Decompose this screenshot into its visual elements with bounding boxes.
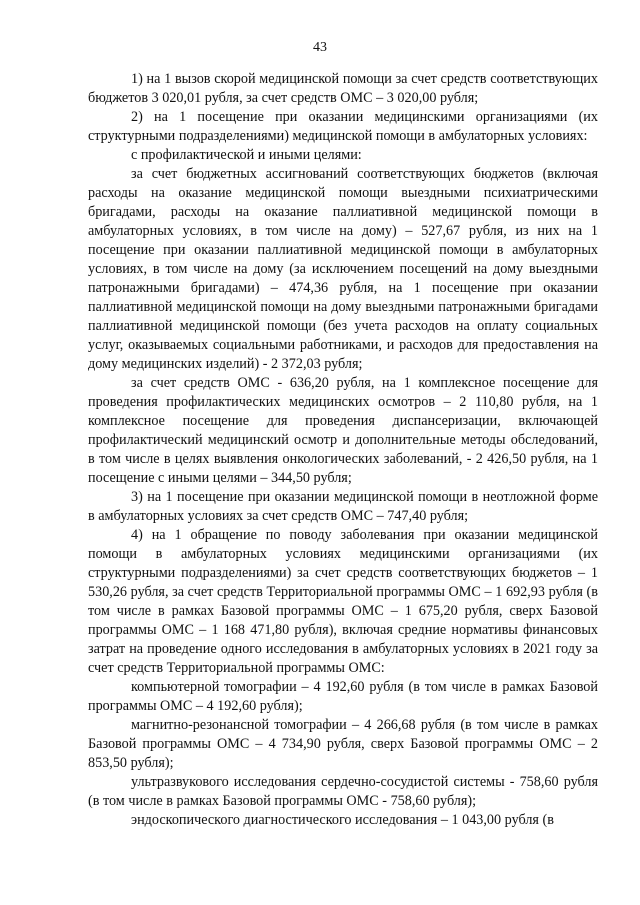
paragraph-oms-funds: за счет средств ОМС - 636,20 рубля, на 1 комплексное посещение для проведения профилактических медицинских осмотров – 2 110,80 рубля, на 1 комплексное посещение для проведения диспансеризации, включающей профилактический медицинский осмотр и дополнительные методы обследований, в том числе в целях выявления онкологических заболеваний, - 2 426,50 рубля, на 1 посещение с иными целями – 344,50 рубля; xyxy=(88,375,598,486)
paragraph-mri: магнитно-резонансной томографии – 4 266,68 рубля (в том числе в рамках Базовой программы ОМС – 4 734,90 рубля, сверх Базовой программы ОМС – 2 853,50 рубля); xyxy=(88,717,598,771)
paragraph-outpatient-visit: 2) на 1 посещение при оказании медицинскими организациями (их структурными подразделениями) медицинской помощи в амбулаторных условиях: xyxy=(88,109,598,144)
paragraph-urgent-care: 3) на 1 посещение при оказании медицинской помощи в неотложной форме в амбулаторных условиях за счет средств ОМС – 747,40 рубля; xyxy=(88,489,598,524)
paragraph-budget-funds: за счет бюджетных ассигнований соответствующих бюджетов (включая расходы на оказание медицинской помощи выездными психиатрическими бригадами, расходы на оказание паллиативной медицинской помощи в амбулаторных условиях, в том числе на дому) – 527,67 рубля, из них на 1 посещение при оказании паллиативной медицинской помощи в амбулаторных условиях, в том числе на дому (за исключением посещений на дому выездными патронажными бригадами) – 474,36 рубля, на 1 посещение при оказании паллиативной медицинской помощи на дому выездными патронажными бригадами паллиативной медицинской помощи (без учета расходов на оплату социальных услуг, оказываемых социальными работниками, и расходов для предоставления на дому медицинских изделий) - 2 372,03 рубля; xyxy=(88,166,598,372)
paragraph-computed-tomography: компьютерной томографии – 4 192,60 рубля (в том числе в рамках Базовой программы ОМС – 4 192,60 рубля); xyxy=(88,679,598,714)
paragraph-preventive-purposes: с профилактической и иными целями: xyxy=(131,147,362,163)
document-body xyxy=(88,70,598,830)
paragraph-ultrasound: ультразвукового исследования сердечно-сосудистой системы - 758,60 рубля (в том числе в рамках Базовой программы ОМС - 758,60 рубля); xyxy=(88,774,598,809)
paragraph-disease-appeal: 4) на 1 обращение по поводу заболевания при оказании медицинской помощи в амбулаторных условиях медицинскими организациями (их структурными подразделениями) за счет средств соответствующих бюджетов – 1 530,26 рубля, за счет средств Территориальной программы ОМС – 1 692,93 рубля (в том числе в рамках Базовой программы ОМС – 1 675,20 рубля, сверх Базовой программы ОМС – 1 168 471,80 рубля), включая средние нормативы финансовых затрат на проведение одного исследования в амбулаторных условиях в 2021 году за счет средств Территориальной программы ОМС: xyxy=(88,527,598,676)
page-number: 43 xyxy=(313,40,327,55)
paragraph-endoscopy: эндоскопического диагностического исследования – 1 043,00 рубля (в xyxy=(131,812,554,828)
paragraph-ambulance-call: 1) на 1 вызов скорой медицинской помощи за счет средств соответствующих бюджетов 3 020,01 рубля, за счет средств ОМС – 3 020,00 рубля; xyxy=(88,71,598,106)
